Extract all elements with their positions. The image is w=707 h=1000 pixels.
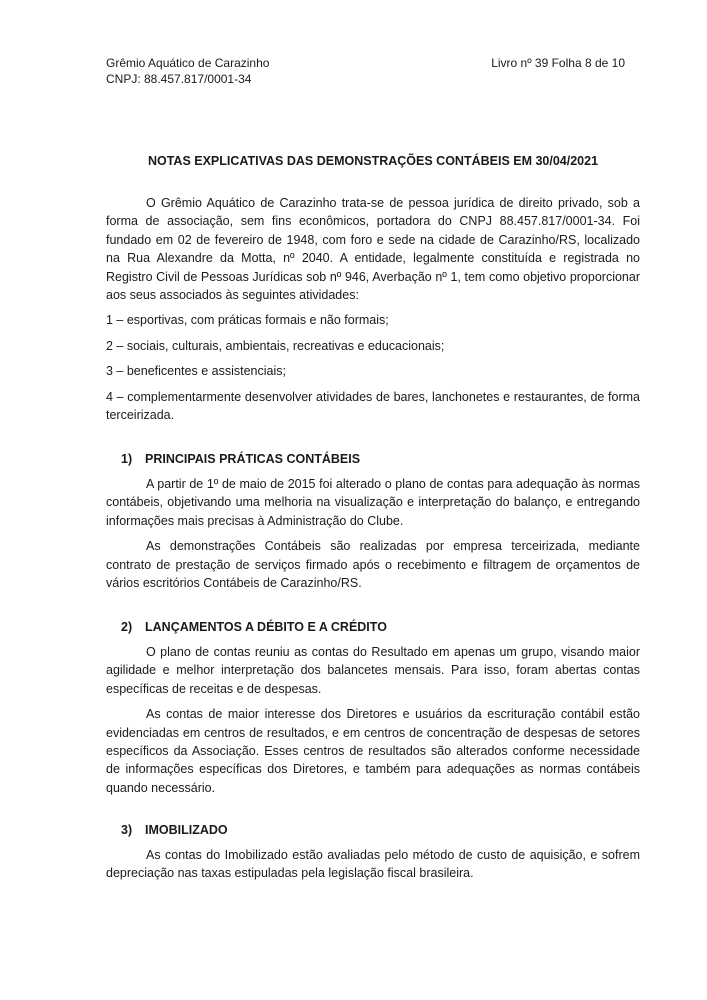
- section-paragraph: As contas de maior interesse dos Diretores e usuários da escrituração contábil estão evidenciadas em centros de resultados, e em centros de concentração de despesas de setores específicos da Associação. Esses centros de resultados são alterados conforme necessidade de informações específicas dos Diretores, e também para adequações as normas contábeis quando necessário.: [106, 707, 640, 795]
- section-heading: [121, 620, 387, 634]
- activity-item: 3 – beneficentes e assistenciais;: [106, 364, 286, 379]
- section-body: [106, 643, 640, 797]
- activity-item: 4 – complementarmente desenvolver atividades de bares, lanchonetes e restaurantes, de forma terceirizada.: [106, 389, 640, 423]
- section-paragraph: As contas do Imobilizado estão avaliadas pelo método de custo de aquisição, e sofrem depreciação nas taxas estipuladas pela legislação fiscal brasileira.: [106, 848, 640, 881]
- section-number: 1): [121, 452, 133, 466]
- section-heading: [121, 823, 228, 837]
- org-name: Grêmio Aquático de Carazinho: [106, 56, 270, 70]
- intro-block: [106, 194, 640, 424]
- activity-item: 1 – esportivas, com práticas formais e não formais;: [106, 313, 389, 328]
- section-paragraph: O plano de contas reuniu as contas do Resultado em apenas um grupo, visando maior agilidade e melhor interpretação dos balancetes mensais. Para isso, foram abertas contas específicas de receitas e de despesas.: [106, 645, 640, 696]
- section-title: PRINCIPAIS PRÁTICAS CONTÁBEIS: [145, 452, 361, 466]
- org-cnpj: CNPJ: 88.457.817/0001-34: [106, 72, 252, 86]
- section-heading: [121, 452, 360, 466]
- section-body: [106, 846, 640, 883]
- section-paragraph: As demonstrações Contábeis são realizadas por empresa terceirizada, mediante contrato de prestação de serviços firmado após o recebimento e filtragem de orçamentos de vários escritórios Contábeis de Carazinho/RS.: [106, 539, 640, 591]
- activity-item: 2 – sociais, culturais, ambientais, recreativas e educacionais;: [106, 338, 445, 353]
- section-paragraph: A partir de 1º de maio de 2015 foi alterado o plano de contas para adequação às normas contábeis, objetivando uma melhoria na visualização e interpretação do balanço, e entregando informações mais precisas à Administração do Clube.: [106, 477, 640, 528]
- section-title: IMOBILIZADO: [145, 823, 228, 837]
- page-reference: Livro nº 39 Folha 8 de 10: [491, 56, 625, 70]
- section-body: [106, 475, 640, 592]
- document-title: NOTAS EXPLICATIVAS DAS DEMONSTRAÇÕES CONTÁBEIS EM 30/04/2021: [147, 154, 599, 168]
- section-number: 2): [121, 620, 133, 634]
- page-header-left: [106, 55, 269, 87]
- intro-paragraph: O Grêmio Aquático de Carazinho trata-se de pessoa jurídica de direito privado, sob a forma de associação, sem fins econômicos, portadora do CNPJ 88.457.817/0001-34. Foi fundado em 02 de fevereiro de 1948, com foro e sede na cidade de Carazinho/RS, localizado na Rua Alexandre da Motta, nº 2040. A entidade, legalmente constituída e registrada no Registro Civil de Pessoas Jurídicas sob nº 946, Averbação nº 1, tem como objetivo proporcionar aos seus associados às seguintes atividades:: [106, 196, 640, 303]
- section-number: 3): [121, 823, 133, 837]
- section-title: LANÇAMENTOS A DÉBITO E A CRÉDITO: [145, 620, 387, 634]
